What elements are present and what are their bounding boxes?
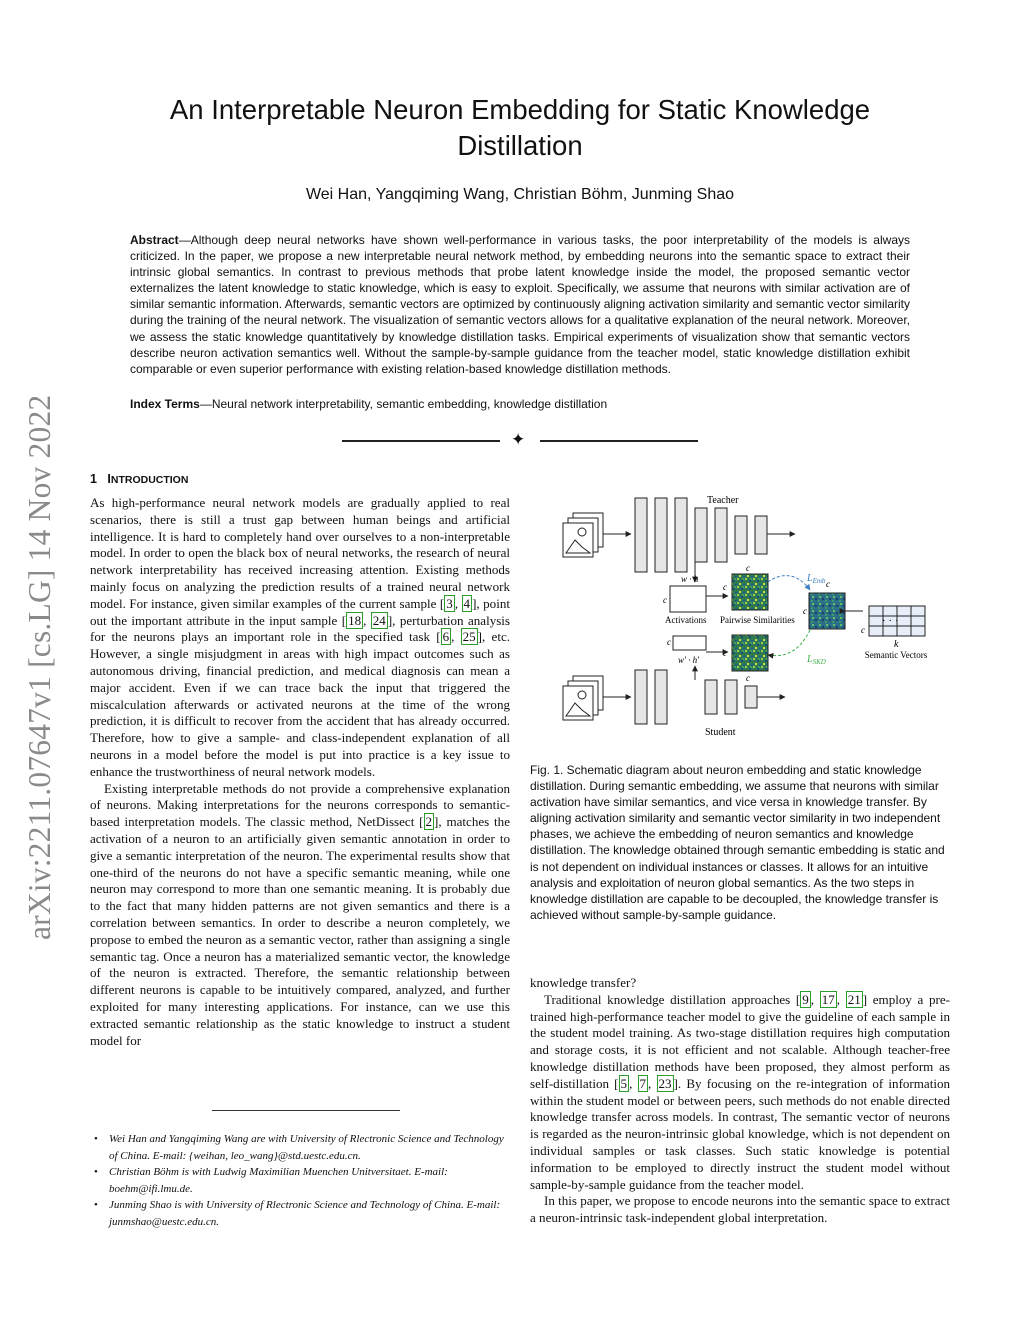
intro-paragraph-3 bbox=[530, 992, 950, 1194]
section-title-rest: NTRODUCTION bbox=[110, 474, 189, 486]
citation-link[interactable]: 4 bbox=[463, 595, 471, 611]
footnote bbox=[90, 1197, 510, 1230]
citation-link[interactable]: 2 bbox=[425, 814, 433, 830]
loss-emb-symbol: L bbox=[807, 573, 813, 584]
text: , bbox=[363, 612, 371, 628]
student-label: Student bbox=[705, 727, 736, 738]
citation-link[interactable]: 17 bbox=[821, 991, 835, 1007]
text: , bbox=[629, 1075, 638, 1091]
vector-dots: · · · bbox=[882, 615, 899, 627]
figure-1-diagram bbox=[545, 490, 955, 745]
footnote bbox=[90, 1131, 510, 1164]
teacher-activations bbox=[670, 586, 706, 612]
citation-link[interactable]: 21 bbox=[847, 991, 861, 1007]
text: , bbox=[810, 991, 820, 1007]
student-activations bbox=[673, 636, 706, 650]
index-terms-label: Index Terms bbox=[130, 397, 200, 411]
semantic-vectors-label bbox=[865, 650, 928, 660]
intro-paragraph-4: In this paper, we propose to encode neurons into the semantic space to extract a neuron-intrinsic task-independent global interpretation. bbox=[530, 1193, 950, 1226]
c-label: c bbox=[667, 637, 671, 647]
c-label: c bbox=[723, 648, 727, 658]
footnotes bbox=[90, 1131, 510, 1230]
text: ], etc. However, a single misjudgment in areas with high impact outcomes such as autonomous driving, financial prediction, and medical diagnosis can mean a major accident. Even if we can trace back the input that triggered the miscalculation afterwards or activated neurons at the time of the wrong prediction, it is difficult to recover from the accident that has already occurred. Therefore, how to give a sample- and class-independent explanation of all neurons in a model before the model is put into practice is a key issue to enhance the trustworthiness of neural network models. bbox=[90, 629, 510, 779]
footnote-rule bbox=[212, 1110, 400, 1111]
student-similarity-heatmap bbox=[732, 635, 768, 671]
footnote-text: Junming Shao is with University of Rlectronic Science and Technology of China. E-mail: junmshao@uestc.edu.cn. bbox=[109, 1199, 501, 1228]
abstract-text: —Although deep neural networks have shown well-performance in various tasks, the poor interpretability of the models is always criticized. In the paper, we propose a new interpretable neural network method, by embedding neurons into the semantic space to extract their intrinsic global semantics. In contrast to previous methods that probe latent knowledge inside the model, the proposed semantic vector externalizes the latent knowledge to static knowledge, which is easy to exploit. Specifically, we assume that neurons with similar activation are of similar semantic information. Afterwards, semantic vectors are optimized by continuously aligning activation similarity and semantic vector similarity during the training of the neural network. The visualization of semantic vectors allows for a qualitative explanation of the neural network. Moreover, we assess the static knowledge quantitatively by knowledge distillation tasks. Empirical experiments of visualization show that semantic vectors describe neuron activation semantics well. Without the sample-by-sample guidance from the teacher model, static knowledge distillation exhibit comparable or even superior performance with existing relation-based knowledge distillation methods. bbox=[130, 233, 910, 376]
loss-emb-sub: Emb bbox=[812, 577, 826, 585]
loss-emb-label bbox=[806, 573, 826, 585]
c-label: c bbox=[723, 582, 727, 592]
separator-line-right bbox=[540, 440, 698, 442]
citation-link[interactable]: 5 bbox=[620, 1075, 628, 1091]
intro-paragraph-2 bbox=[90, 781, 510, 1050]
c-label: c bbox=[746, 673, 750, 683]
text: , bbox=[454, 595, 462, 611]
pairwise-label: Pairwise Similarities bbox=[720, 615, 795, 625]
text: ], matches the activation of a neuron to an artificially given semantic annotation in order to give a semantic interpretation of the neuron. The experimental results show that one-third of the neurons do not have a specific semantic meaning, while one neuron may correspond to more than one semantic meaning. It is probably due to the fact that many hidden patterns are not given semantics and there is a correlation between semantics. In order to describe a neuron completely, we propose to embed the neuron as a semantic vector, rather than assigning a single semantic tag. Once a neuron has a materialized semantic vector, the knowledge of the neuron is extracted. Therefore, the semantic relationship between different neurons is capable to be intuitively compared, analyzed, and further exploited for many interesting applications. For instance, can we use this extracted semantic relationship as the static knowledge to instruct a student model for bbox=[90, 814, 510, 1048]
right-column bbox=[530, 975, 950, 1227]
text: , bbox=[836, 991, 846, 1007]
text: ], perturbation analysis for the neurons plays an important role in the specified task [ bbox=[90, 612, 510, 645]
bullet-icon: • bbox=[94, 1133, 98, 1145]
teacher-activation-wh: w · h bbox=[681, 574, 699, 584]
student-input-images bbox=[563, 676, 603, 720]
c-label: c bbox=[803, 606, 807, 616]
teacher-similarity-heatmap bbox=[732, 574, 768, 610]
separator-line-left bbox=[342, 440, 500, 442]
student-activation-wh: w' · h' bbox=[678, 655, 700, 665]
index-terms-text: —Neural network interpretability, semantic embedding, knowledge distillation bbox=[199, 397, 608, 411]
bullet-icon: • bbox=[94, 1166, 98, 1178]
teacher-layers bbox=[635, 498, 767, 572]
citation-link[interactable]: 25 bbox=[462, 629, 476, 645]
c-label: c bbox=[663, 595, 667, 605]
k-label: k bbox=[894, 639, 899, 650]
citation-link[interactable]: 6 bbox=[442, 629, 450, 645]
semantic-vectors-text: Semantic Vectors bbox=[864, 650, 928, 660]
teacher-label: Teacher bbox=[707, 495, 739, 506]
footnote-text: Wei Han and Yangqiming Wang are with University of Rlectronic Science and Technology of China. E-mail: {weihan, leo_wang}@std.uestc.edu.cn. bbox=[109, 1133, 504, 1162]
text: As high-performance neural network models are gradually applied to real scenarios, there is still a trust gap between human beings and artificial intelligence. It is hard to completely hand over ourselves to a non-interpretable model. In order to open the black box of neural networks, the research of neural network interpretability has received increasing attention. Existing methods mainly focus on analyzing the prediction results of a trained neural network model. For instance, given similar examples of the current sample [ bbox=[90, 495, 510, 611]
citation-link[interactable]: 18 bbox=[348, 612, 362, 628]
text: , bbox=[451, 629, 461, 645]
abstract-label: Abstract bbox=[130, 233, 179, 247]
citation-link[interactable]: 7 bbox=[639, 1075, 647, 1091]
section-number: 1 bbox=[90, 472, 97, 486]
citation-link[interactable]: 3 bbox=[446, 595, 453, 611]
text: Traditional knowledge distillation approaches [ bbox=[544, 991, 801, 1007]
citation-link[interactable]: 23 bbox=[658, 1075, 672, 1091]
footnote-text: Christian Böhm is with Ludwig Maximilian Muenchen Unitversitaet. E-mail: boehm@ifi.lmu.de. bbox=[109, 1166, 448, 1195]
citation-link[interactable]: 24 bbox=[372, 612, 386, 628]
semantic-similarity-matrix bbox=[809, 593, 845, 629]
footnote bbox=[90, 1164, 510, 1197]
author-list: Wei Han, Yangqiming Wang, Christian Böhm, Junming Shao bbox=[305, 186, 735, 203]
text: Existing interpretable methods do not provide a comprehensive explanation of neurons. Making interpretations for the neurons corresponds to semantic-based interpretation models. The classic method, NetDissect [ bbox=[90, 780, 510, 830]
c-label: c bbox=[826, 579, 830, 589]
citation-link[interactable]: 9 bbox=[802, 991, 809, 1007]
section-heading bbox=[90, 472, 188, 486]
text: ] employ a pre-trained high-performance teacher model to give the guideline of each sample in the student model training. As two-stage distillation requires high computation and storage costs, it is not efficient and not scalable. Although teacher-free knowledge distillation methods have been proposed, they almost perform as self-distillation [ bbox=[530, 991, 951, 1091]
section-separator bbox=[342, 430, 698, 450]
student-layers bbox=[635, 670, 757, 724]
bullet-icon: • bbox=[94, 1199, 98, 1211]
text: , bbox=[648, 1075, 657, 1091]
left-column bbox=[90, 495, 510, 1049]
activations-label: Activations bbox=[665, 615, 707, 625]
abstract bbox=[130, 232, 910, 377]
paper-title: An Interpretable Neuron Embedding for Static Knowledge Distillation bbox=[169, 94, 871, 161]
teacher-input-images bbox=[563, 513, 603, 557]
text: ]. By focusing on the re-integration of information within the student model or between peers, such methods do not enable directed knowledge transfer across models. In contrast, The semantic vector of neurons is regarded as the neuron-intrinsic global knowledge, which is not dependent on individual samples or task classes. Such static knowledge is potential information to be employed to directly instruct the student model without sample-by-sample guidance from the teacher model. bbox=[530, 1075, 951, 1192]
text: ], point out the important attribute in the input sample [ bbox=[90, 595, 510, 628]
loss-skd-symbol: L bbox=[807, 654, 813, 665]
figure-caption: Fig. 1. Schematic diagram about neuron embedding and static knowledge distillation. During semantic embedding, we assume that neurons with similar activation have similar semantics, and vice versa in knowledge transfer. By aligning activation similarity and semantic vector similarity in two independent phases, we achieve the embedding of neuron semantics and knowledge distillation. The knowledge obtained through semantic embedding is static and is not dependent on individual instances or classes. It allows for an intuitive analysis and exploitation of neuron global semantics. As the two steps in knowledge distillation are capable to be decoupled, the knowledge transfer is achieved without sample-by-sample guidance. bbox=[530, 763, 945, 922]
c-label: c bbox=[861, 625, 865, 635]
intro-paragraph-1 bbox=[90, 495, 510, 781]
paragraph-continuation: knowledge transfer? bbox=[530, 975, 637, 990]
loss-skd-label bbox=[806, 654, 826, 666]
section-first-letter: I bbox=[107, 472, 111, 486]
index-terms bbox=[130, 397, 910, 411]
c-label: c bbox=[746, 563, 750, 573]
separator-diamond-icon: ✦ bbox=[511, 430, 526, 449]
loss-skd-sub: SKD bbox=[812, 658, 826, 666]
